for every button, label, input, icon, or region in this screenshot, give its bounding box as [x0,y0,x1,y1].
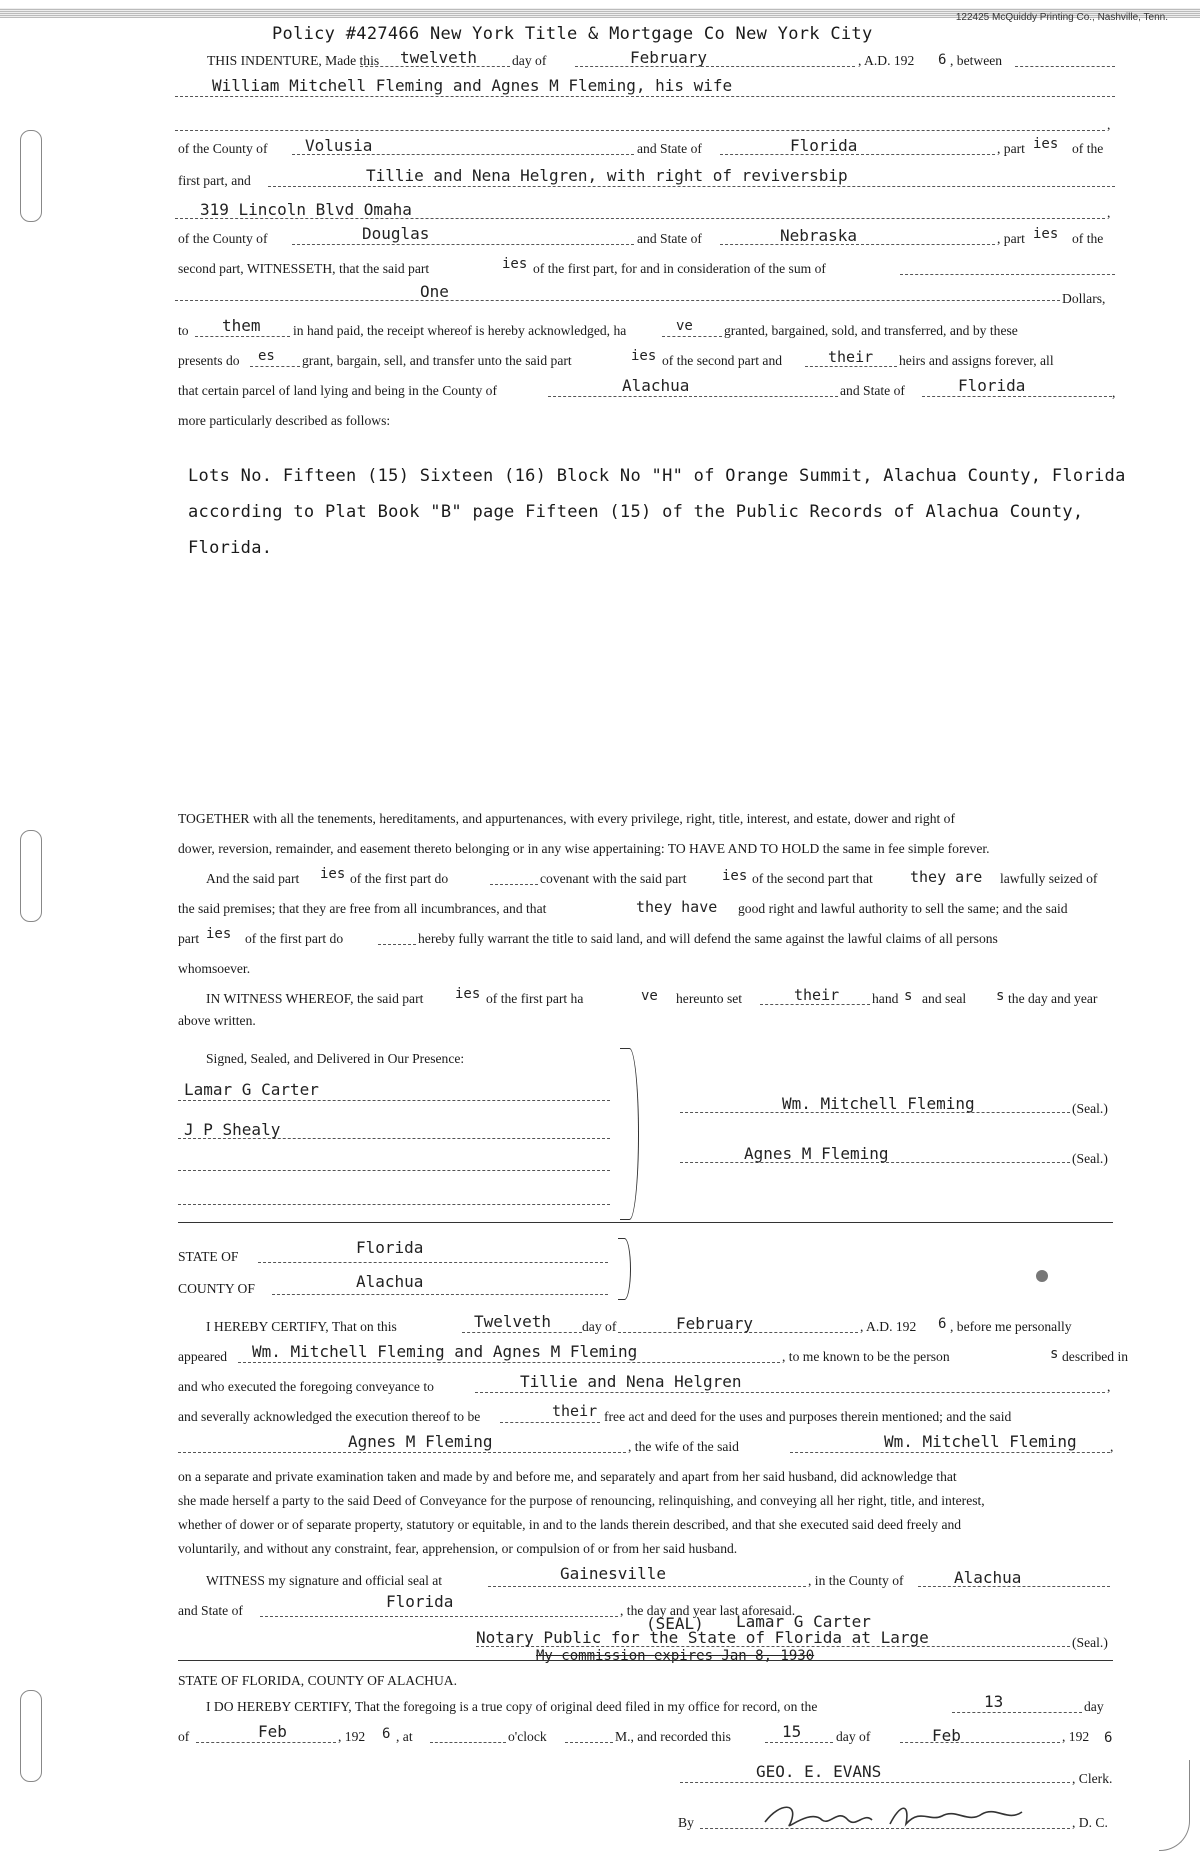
binder-hole-mark [20,1690,42,1782]
notary-city: Gainesville [560,1564,666,1583]
recording-heading: STATE OF FLORIDA, COUNTY OF ALACHUA. [178,1673,457,1688]
grantees: Tillie and Nena Helgren, with right of reviversbip [366,166,848,185]
witness-signature-1: Lamar G Carter [184,1080,319,1099]
legal-description-line3: Florida. [188,538,273,558]
legal-description-line2: according to Plat Book "B" page Fifteen (15) of the Public Records of Alachua County, [188,502,1084,522]
indenture-intro: THIS INDENTURE, Made this [207,53,380,68]
grantors: William Mitchell Fleming and Agnes M Fleming, his wife [212,76,733,95]
printer-imprint: 122425 McQuiddy Printing Co., Nashville, Tenn. [955,12,1168,23]
county-douglas: Douglas [362,224,430,243]
deputy-clerk-handwritten-signature [760,1798,1030,1832]
grantor-signature-2: Agnes M Fleming [744,1144,889,1163]
binder-hole-mark [20,830,42,922]
seal-dot [1036,1270,1048,1282]
state-florida: Florida [790,136,858,155]
acknowledging-persons: Wm. Mitchell Fleming and Agnes M Fleming [252,1342,638,1361]
notary-commission: My commission expires Jan 8, 1930 [536,1648,815,1664]
county-volusia: Volusia [305,136,373,155]
clerk-name: GEO. E. EVANS [756,1762,882,1781]
notary-seal-mark: (SEAL) [646,1614,704,1633]
state-nebraska: Nebraska [780,226,858,245]
grantor-signature-1: Wm. Mitchell Fleming [782,1094,975,1113]
grantee-address: 319 Lincoln Blvd Omaha [200,200,412,219]
notary-title: Notary Public for the State of Florida at Large [476,1628,929,1647]
legal-description-line1: Lots No. Fifteen (15) Sixteen (16) Block No "H" of Orange Summit, Alachua County, Florida [188,466,1126,486]
witness-signature-2: J P Shealy [184,1120,281,1139]
consideration-sum: One [420,282,449,301]
indenture-day: twelveth [400,48,478,67]
together-clause: TOGETHER with all the tenements, hereditaments, and appurtenances, with every privilege, right, title, interest, and estate, dower and right of [178,811,956,826]
notary-signature: Lamar G Carter [736,1612,871,1631]
indenture-month: February [630,48,708,67]
page-curl [1159,1760,1190,1851]
section-divider [178,1222,1113,1223]
county-alachua: Alachua [622,376,690,395]
signature-brace [620,1048,639,1220]
binder-hole-mark [20,130,42,222]
policy-header: Policy #427466 New York Title & Mortgage Co New York City [272,24,873,44]
